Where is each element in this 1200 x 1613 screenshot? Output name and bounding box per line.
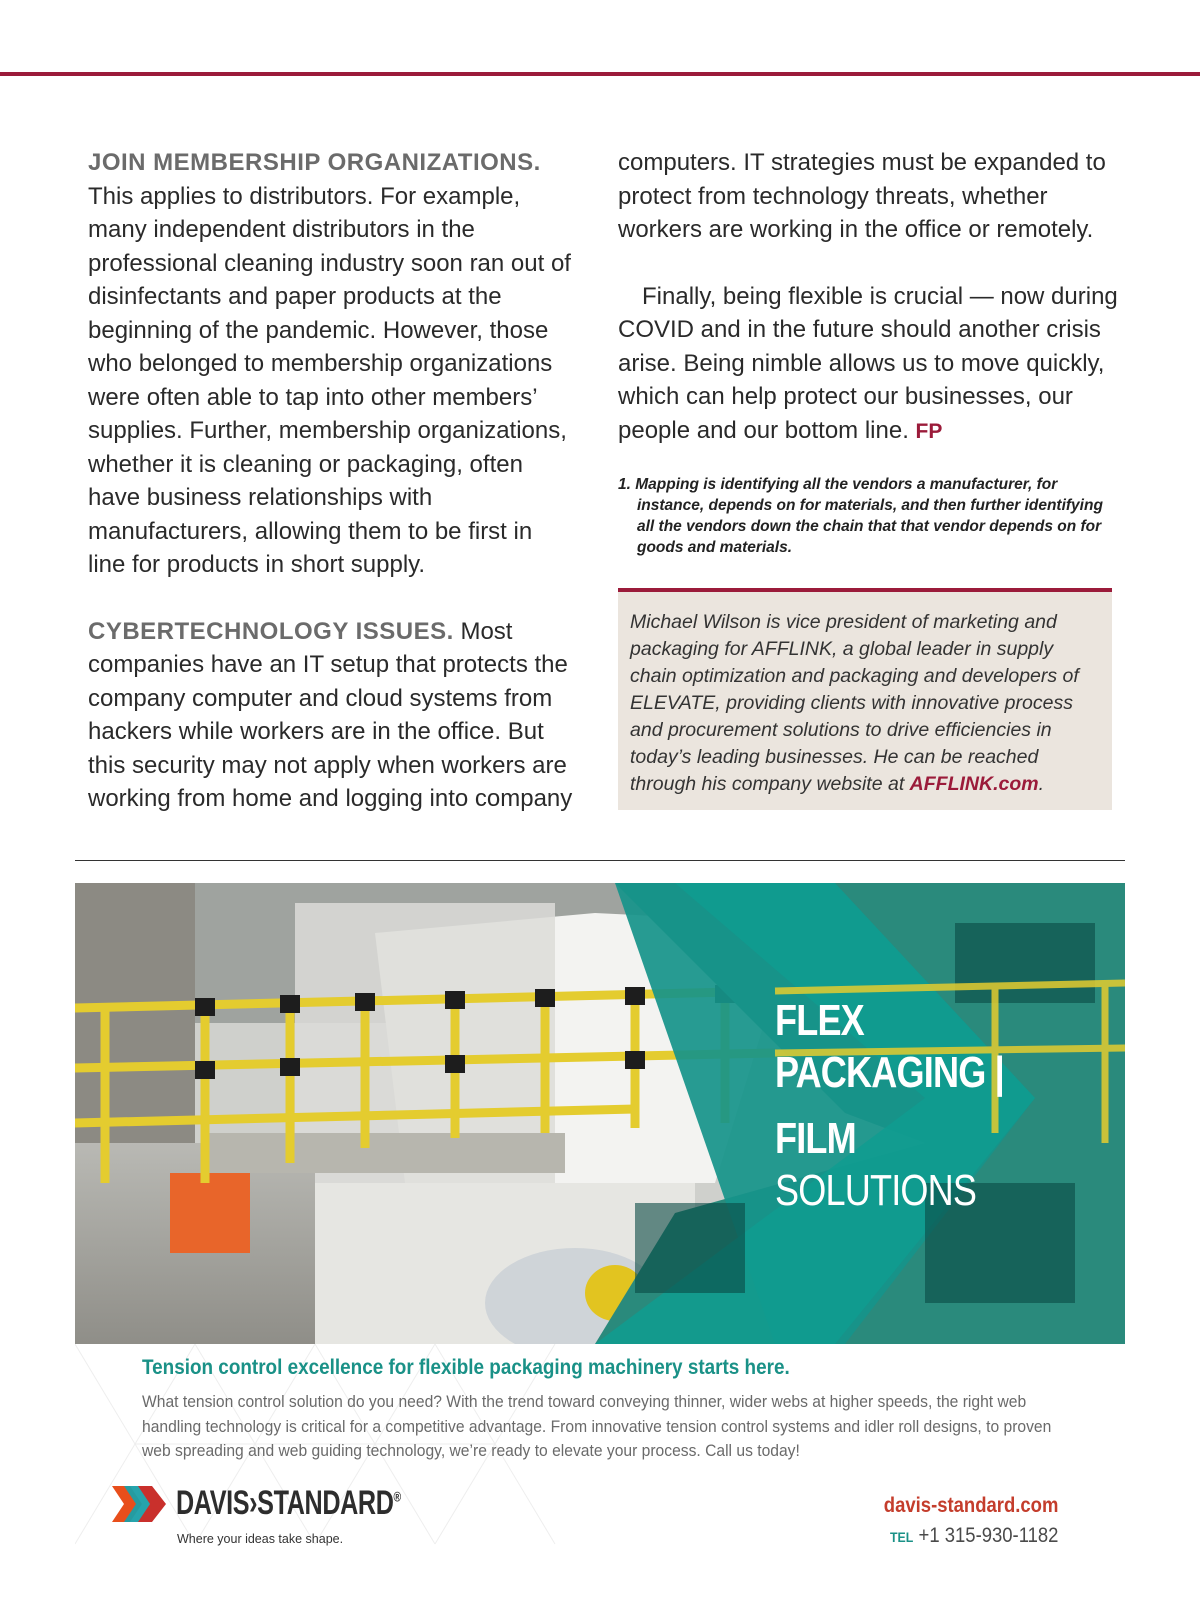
headline-solutions: SOLUTIONS — [775, 1166, 977, 1215]
footnote: 1. Mapping is identifying all the vendors a manufacturer, for instance, depends on for materials, and then further identifying all the vendors down the chain that that vendor depends on for goods and materials. — [618, 476, 1103, 556]
lead-in-cybertechnology: CYBERTECHNOLOGY ISSUES. — [88, 617, 454, 645]
headline-film: FILM — [775, 1114, 856, 1163]
paragraph-flexibility — [618, 280, 1118, 449]
author-bio-text: Michael Wilson is vice president of marketing and packaging for AFFLINK, a global leader in supply chain optimization and packaging and developers of ELEVATE, providing clients with innovative process and procurement solutions to drive efficiencies in today’s leading businesses. He can be reached through his company website at — [630, 611, 1079, 795]
headline-packaging: PACKAGING | — [775, 1048, 1004, 1097]
brand-name — [176, 1484, 401, 1523]
body-flexibility: Finally, being flexible is crucial — now during COVID and in the future should another crisis arise. Being nimble allows us to move quickly, which can help protect our businesses, our people and our bottom line. — [618, 282, 1118, 444]
phone-contact — [890, 1524, 1058, 1548]
lead-in-membership: JOIN MEMBERSHIP ORGANIZATIONS. — [88, 149, 541, 176]
author-bio-box — [618, 588, 1112, 810]
end-mark: FP — [915, 419, 943, 443]
ad-tagline: Tension control excellence for flexible packaging machinery starts here. — [142, 1356, 790, 1379]
top-accent-rule — [0, 72, 1200, 76]
tel-number[interactable]: +1 315-930-1182 — [918, 1524, 1058, 1547]
paragraph-membership — [88, 146, 576, 582]
article-right-column — [618, 146, 1118, 448]
article-left-column — [88, 146, 576, 816]
paragraph-it-strategies: computers. IT strategies must be expanded to protect from technology threats, whether workers are working in the office or remotely. — [618, 149, 1106, 243]
ad-body-copy: What tension control solution do you need? With the trend toward conveying thinner, wider webs at higher speeds, the right web handling technology is critical for a competitive advantage. From innovative tension control systems and idler roll designs, to proven web spreading and web guiding technology, we’re ready to elevate your process. Call us today! — [142, 1392, 1052, 1460]
author-bio — [630, 609, 1100, 798]
ad-headline — [775, 995, 1075, 1217]
website-link[interactable]: davis-standard.com — [883, 1494, 1058, 1517]
afflink-link[interactable]: AFFLINK.com — [909, 773, 1039, 795]
body-cybertechnology: Most companies have an IT setup that protects the company computer and cloud systems from hackers while workers are in the office. But this security may not apply when workers are working from home and logging into company — [88, 617, 573, 812]
paragraph-cybertechnology — [88, 615, 576, 816]
body-membership: This applies to distributors. For example, many independent distributors in the professional cleaning industry soon ran out of disinfectants and paper products at the beginning of the pandemic. However, those who belonged to membership organizations were often able to tap into other members’ supplies. Further, membership organizations, whether it is cleaning or packaging, often have business relationships with manufacturers, allowing them to be first in line for products in short supply. — [88, 182, 571, 578]
headline-flex: FLEX — [775, 996, 864, 1045]
davis-standard-logo — [112, 1486, 412, 1556]
tel-label: TEL — [889, 1529, 913, 1545]
brand-tagline: Where your ideas take shape. — [177, 1532, 344, 1546]
registered-mark: ® — [393, 1488, 401, 1505]
headline-gap — [775, 1099, 1075, 1113]
ad-copy-area — [75, 1344, 1125, 1569]
ad-divider — [75, 860, 1125, 861]
author-bio-end: . — [1038, 773, 1045, 795]
brand-name-text: DAVIS›STANDARD — [176, 1484, 394, 1522]
davis-standard-logo-icon — [112, 1486, 168, 1522]
